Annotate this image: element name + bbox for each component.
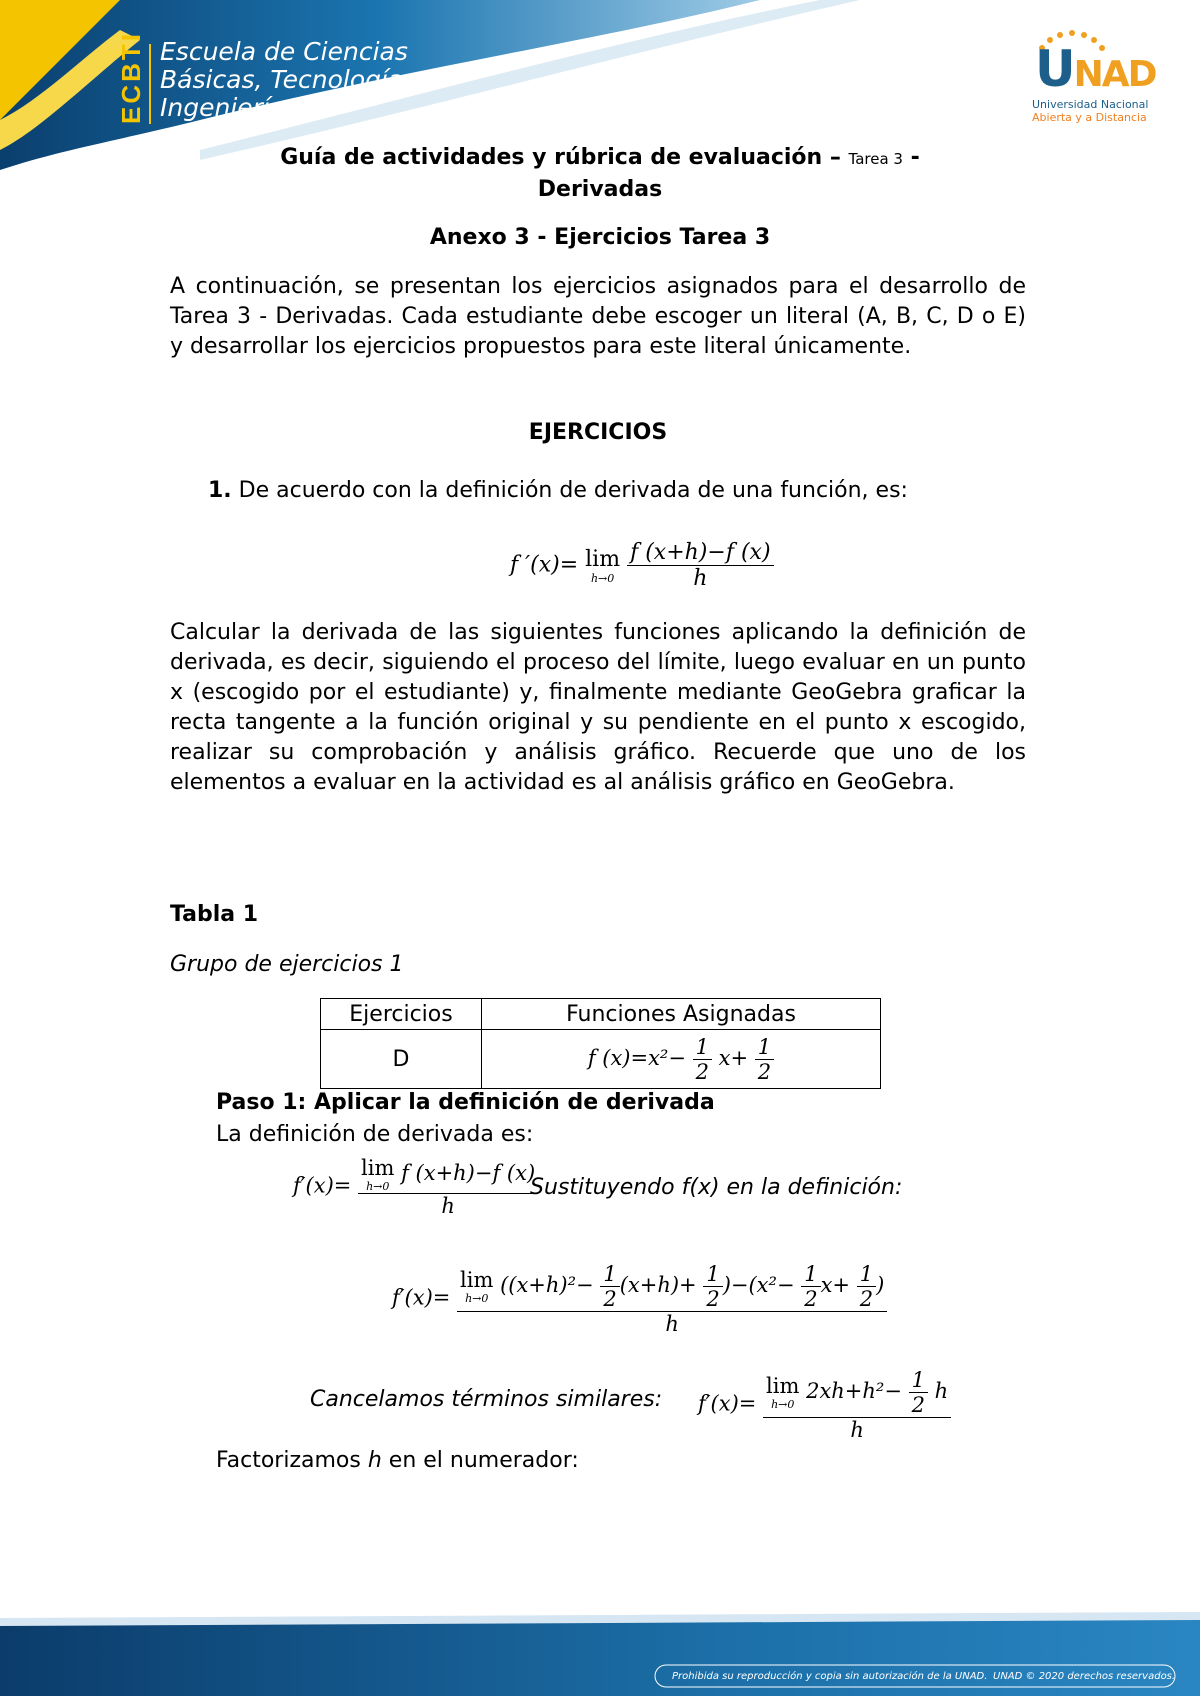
footer-copyright-notice: Prohibida su reproducción y copia sin autorización de la UNAD. <box>672 1671 988 1682</box>
factor-text-post: en el numerador: <box>388 1448 579 1473</box>
school-line: Ingeniería <box>160 93 286 122</box>
cancelled-formula: f′(x)= lim h→0 2xh+h²− $\frac{1}{2}$ h h <box>698 1368 951 1442</box>
step1-title: Paso 1: Aplicar la definición de derivada <box>216 1090 715 1115</box>
table-header-row <box>321 999 881 1030</box>
step1-text: La definición de derivada es: <box>216 1122 534 1147</box>
school-line: Básicas, Tecnología e <box>160 65 427 94</box>
document-title <box>170 145 1030 170</box>
definition-formula: f′(x)= lim h→0 f (x+h)−f (x) h <box>293 1156 538 1218</box>
factor-text <box>216 1448 579 1473</box>
item-text: De acuerdo con la definición de derivada de una función, es: <box>238 478 908 503</box>
section-heading: EJERCICIOS <box>528 420 668 445</box>
table-cell-function: f (x)=x²− $\frac{1}{2}$ x+ $\frac{1}{2}$ <box>482 1030 881 1089</box>
unad-name-line1: Universidad Nacional <box>1032 98 1149 111</box>
annex-title: Anexo 3 - Ejercicios Tarea 3 <box>429 225 771 250</box>
table-label: Tabla 1 <box>170 902 259 927</box>
substituting-text: Sustituyendo f(x) en la definición: <box>530 1175 903 1200</box>
item-number: 1. <box>208 478 232 503</box>
title-main: Guía de actividades y rúbrica de evaluación – <box>280 145 841 170</box>
title-dash: - <box>910 145 920 170</box>
intro-paragraph: A continuación, se presentan los ejercicios asignados para el desarrollo de Tarea 3 - Derivadas. Cada estudiante debe escoger un literal (A, B, C, D o E) y desarrollar los ejercicios propuestos para este literal únicamente. <box>170 274 1026 359</box>
header-divider <box>149 44 151 124</box>
factor-text-pre: Factorizamos <box>216 1448 361 1473</box>
title-task: Tarea 3 <box>848 150 903 168</box>
unad-wordmark: UNAD <box>1035 40 1156 98</box>
school-line: Escuela de Ciencias <box>160 37 408 66</box>
functions-table <box>320 998 881 1089</box>
table-caption: Grupo de ejercicios 1 <box>170 952 404 977</box>
exercise-item-1 <box>208 478 908 503</box>
instructions-paragraph: Calcular la derivada de las siguientes funciones aplicando la definición de derivada, es decir, siguiendo el proceso del límite, luego evaluar en un punto x (escogido por el estudiante) y, finalmente mediante GeoGebra graficar la recta tangente a la función original y su pendiente en el punto x escogido, realizar su comprobación y análisis gráfico. Recuerde que uno de los elementos a evaluar en la actividad es al análisis gráfico en GeoGebra. <box>170 620 1026 795</box>
school-name <box>160 38 427 122</box>
cancel-text: Cancelamos términos similares: <box>310 1387 663 1412</box>
table-row <box>321 1030 881 1089</box>
document-title-line2: Derivadas <box>537 177 663 202</box>
substituted-formula: f′(x)= lim h→0 ((x+h)²− $\frac{1}{2}$ (x+h)+ $\frac{1}{2}$ )−(x²− $\frac{1}{2}$ x+ $\frac{1}{2}$ ) h <box>392 1262 887 1336</box>
footer-rights: UNAD © 2020 derechos reservados. <box>993 1671 1176 1682</box>
factor-variable: h <box>367 1448 382 1473</box>
table-header: Ejercicios <box>321 999 482 1030</box>
table-header: Funciones Asignadas <box>482 999 881 1030</box>
ecbti-label: ECBTI <box>116 31 146 124</box>
derivative-definition-formula: f ′(x)= lim h→0 $\frac{f (x+h)-f (x)}{h}$ <box>510 540 774 591</box>
footer-banner <box>0 1612 1200 1696</box>
table-cell-exercise: D <box>321 1030 482 1089</box>
unad-name-line2: Abierta y a Distancia <box>1032 111 1147 124</box>
